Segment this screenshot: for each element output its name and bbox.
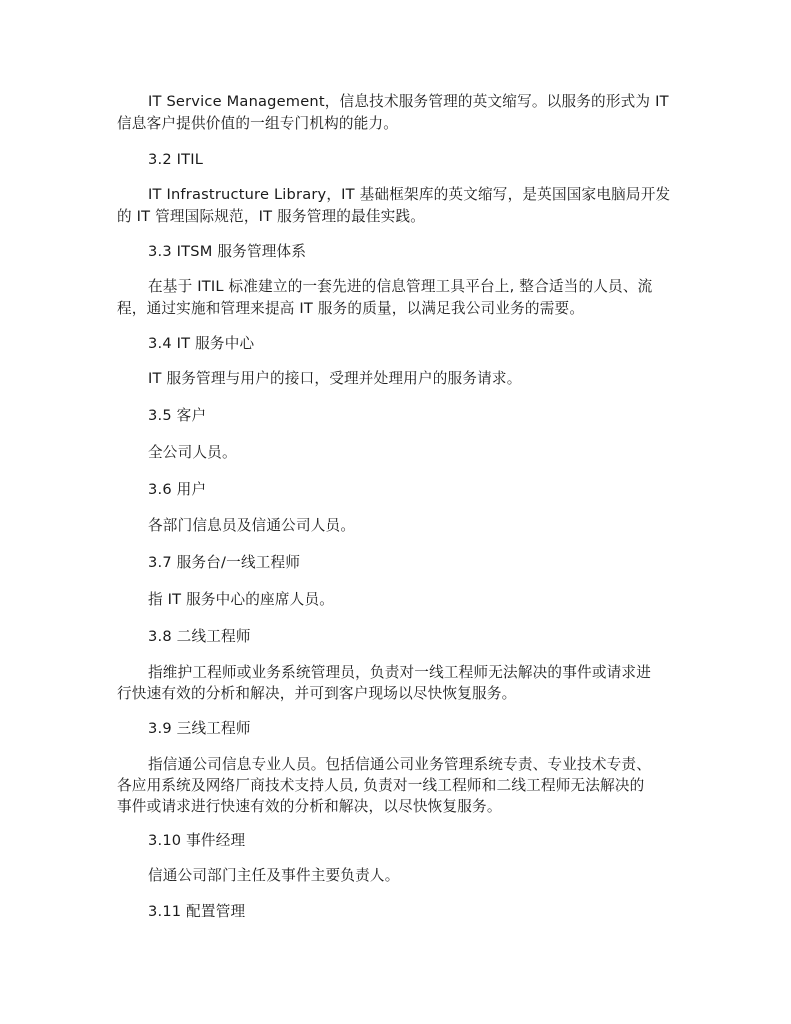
paragraph-third-line-line-1: 指信通公司信息专业人员。包括信通公司业务管理系统专责、专业技术专责、 (148, 756, 651, 773)
paragraph-it-service-center: IT 服务管理与用户的接口，受理并处理用户的服务请求。 (148, 370, 522, 387)
paragraph-itsm-system-line-1: 在基于 ITIL 标准建立的一套先进的信息管理工具平台上, 整合适当的人员、流 (148, 278, 653, 295)
section-heading-3-8: 3.8 二线工程师 (148, 628, 251, 645)
section-heading-3-4: 3.4 IT 服务中心 (148, 335, 255, 352)
paragraph-itsm-definition-line-1: IT Service Management，信息技术服务管理的英文缩写。以服务的形式为 IT (148, 93, 669, 110)
paragraph-second-line-line-2: 行快速有效的分析和解决，并可到客户现场以尽快恢复服务。 (117, 685, 517, 702)
section-heading-3-7: 3.7 服务台/一线工程师 (148, 554, 301, 571)
paragraph-itsm-system-line-2: 程，通过实施和管理来提高 IT 服务的质量，以满足我公司业务的需要。 (117, 300, 585, 317)
section-heading-3-3: 3.3 ITSM 服务管理体系 (148, 243, 307, 260)
section-heading-3-5: 3.5 客户 (148, 407, 207, 424)
paragraph-user: 各部门信息员及信通公司人员。 (148, 517, 356, 534)
section-heading-3-11: 3.11 配置管理 (148, 903, 246, 920)
paragraph-second-line-line-1: 指维护工程师或业务系统管理员，负责对一线工程师无法解决的事件或请求进 (148, 664, 651, 681)
section-heading-3-9: 3.9 三线工程师 (148, 720, 251, 737)
paragraph-itil-definition-line-2: 的 IT 管理国际规范，IT 服务管理的最佳实践。 (117, 208, 426, 225)
paragraph-incident-manager: 信通公司部门主任及事件主要负责人。 (148, 867, 400, 884)
paragraph-itsm-definition-line-2: 信息客户提供价值的一组专门机构的能力。 (117, 115, 399, 132)
paragraph-itil-definition-line-1: IT Infrastructure Library，IT 基础框架库的英文缩写，是英国国家电脑局开发 (148, 186, 671, 203)
section-heading-3-10: 3.10 事件经理 (148, 832, 246, 849)
paragraph-third-line-line-2: 各应用系统及网络厂商技术支持人员, 负责对一线工程师和二线工程师无法解决的 (117, 777, 645, 794)
section-heading-3-2: 3.2 ITIL (148, 151, 204, 168)
section-heading-3-6: 3.6 用户 (148, 481, 207, 498)
paragraph-third-line-line-3: 事件或请求进行快速有效的分析和解决，以尽快恢复服务。 (117, 798, 502, 815)
paragraph-service-desk: 指 IT 服务中心的座席人员。 (148, 591, 335, 608)
paragraph-customer: 全公司人员。 (148, 444, 237, 461)
